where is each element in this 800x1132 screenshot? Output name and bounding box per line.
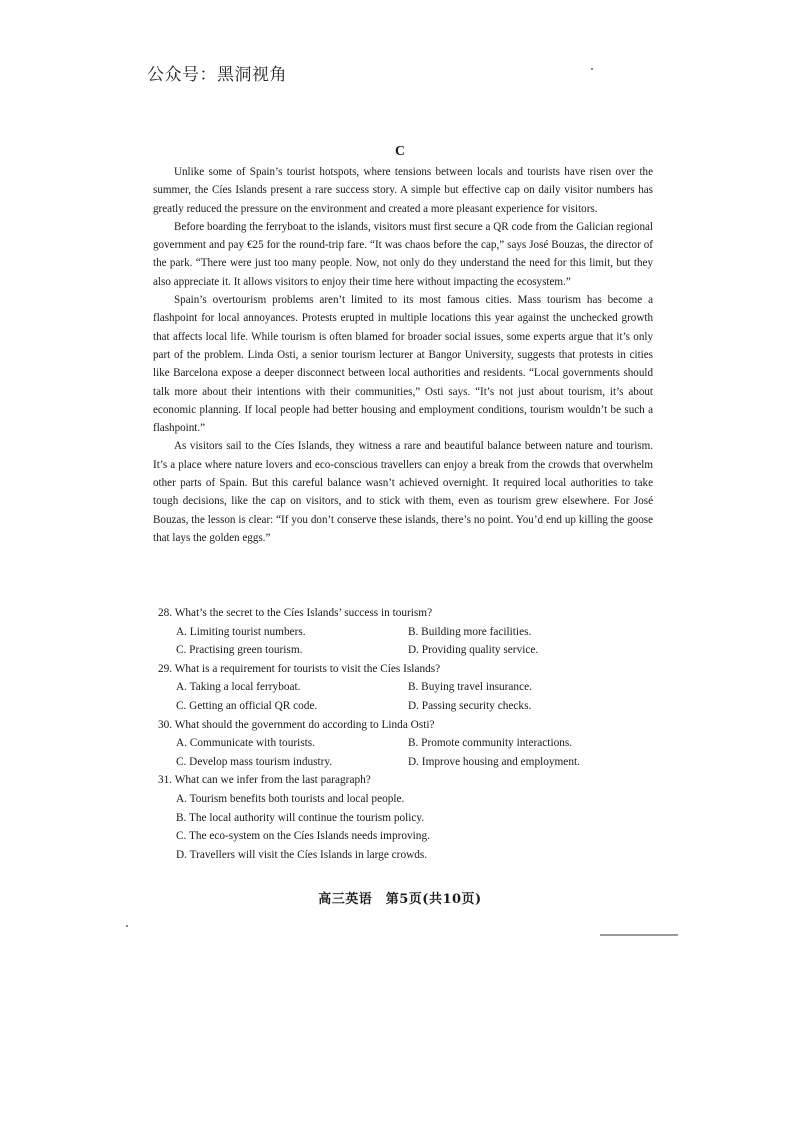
option-c: C. Practising green tourism. (176, 644, 303, 657)
question-28 (158, 604, 638, 660)
question-stem: 29. What is a requirement for tourists to visit the Cíes Islands? (158, 662, 441, 675)
option-b: B. Buying travel insurance. (408, 681, 532, 694)
option-b: B. The local authority will continue the tourism policy. (176, 811, 425, 824)
option-row (158, 678, 638, 697)
option-row (158, 697, 638, 716)
option-c: C. The eco-system on the Cíes Islands needs improving. (176, 830, 430, 843)
question-31 (158, 771, 638, 864)
question-stem: 28. What’s the secret to the Cíes Islands’ success in tourism? (158, 607, 433, 619)
scan-artifact-dot (126, 925, 128, 927)
paragraph: Unlike some of Spain’s tourist hotspots, where tensions between locals and tourists have risen over the summer, the Cíes Islands present a rare success story. A simple but effective cap on daily visitor numbers has greatly reduced the pressure on the environment and created a more pleasant experience for visitors. (153, 166, 653, 215)
paragraph: Before boarding the ferryboat to the islands, visitors must first secure a QR code from the Galician regional government and pay €25 for the round-trip fare. “It was chaos before the cap,” says José Bouzas, the director of the park. “There were just too many people. Now, not only do they understand the need for this limit, but they also appreciate it. It allows visitors to enjoy their time here without impacting the ecosystem.” (153, 220, 653, 288)
question-stem: 31. What can we infer from the last paragraph? (158, 774, 371, 787)
option-d: D. Improve housing and employment. (408, 755, 580, 768)
option-d: D. Providing quality service. (408, 644, 539, 657)
option-a: A. Communicate with tourists. (176, 737, 316, 750)
paragraph: Spain’s overtourism problems aren’t limited to its most famous cities. Mass tourism has become a flashpoint for local annoyances. Protests erupted in multiple locations this year against the unchecked growth that affects local life. While tourism is often blamed for broader social issues, some experts argue that it’s only part of the problem. Linda Osti, a senior tourism lecturer at Bangor University, suggests that protests in cities like Barcelona expose a deeper disconnect between local authorities and residents. “Local governments should talk more about their intentions with their communities,” Osti says. “It’s not just about tourism, it’s about economic planning. If local people had better housing and employment conditions, tourism wouldn’t be such a flashpoint.” (153, 294, 653, 435)
option-b: B. Building more facilities. (408, 625, 532, 638)
question-29 (158, 660, 638, 716)
question-30 (158, 716, 638, 772)
scan-artifact-line (600, 934, 678, 936)
page-footer: 高三英语 第5页(共10页) (318, 892, 482, 907)
option-row (158, 734, 638, 753)
option-d: D. Passing security checks. (408, 699, 532, 712)
option-c: C. Develop mass tourism industry. (176, 755, 333, 768)
option-b: B. Promote community interactions. (408, 737, 573, 750)
option-row (158, 641, 638, 660)
option-row (158, 753, 638, 772)
paragraph: As visitors sail to the Cíes Islands, they witness a rare and beautiful balance between nature and tourism. It’s a place where nature lovers and eco-conscious travellers can enjoy a break from the crowds that overwhelm other parts of Spain. But this careful balance wasn’t achieved overnight. It required local authorities to take tough decisions, like the cap on visitors, and to stick with them, even as tourism grew elsewhere. For José Bouzas, the lesson is clear: “If you don’t conserve these islands, there’s no point. You’d end up killing the goose that lays the golden eggs.” (153, 440, 653, 544)
question-list (158, 604, 638, 864)
option-c: C. Getting an official QR code. (176, 699, 318, 712)
watermark-text: 公众号：黑洞视角 (147, 65, 287, 85)
section-heading: C (394, 144, 406, 159)
scan-artifact-dot (591, 68, 593, 70)
option-row (158, 623, 638, 642)
option-d: D. Travellers will visit the Cíes Islands in large crowds. (176, 848, 428, 861)
option-a: A. Limiting tourist numbers. (176, 625, 306, 638)
question-stem: 30. What should the government do according to Linda Osti? (158, 718, 435, 731)
option-a: A. Tourism benefits both tourists and local people. (176, 792, 405, 805)
reading-passage (153, 163, 653, 547)
option-a: A. Taking a local ferryboat. (176, 681, 301, 694)
